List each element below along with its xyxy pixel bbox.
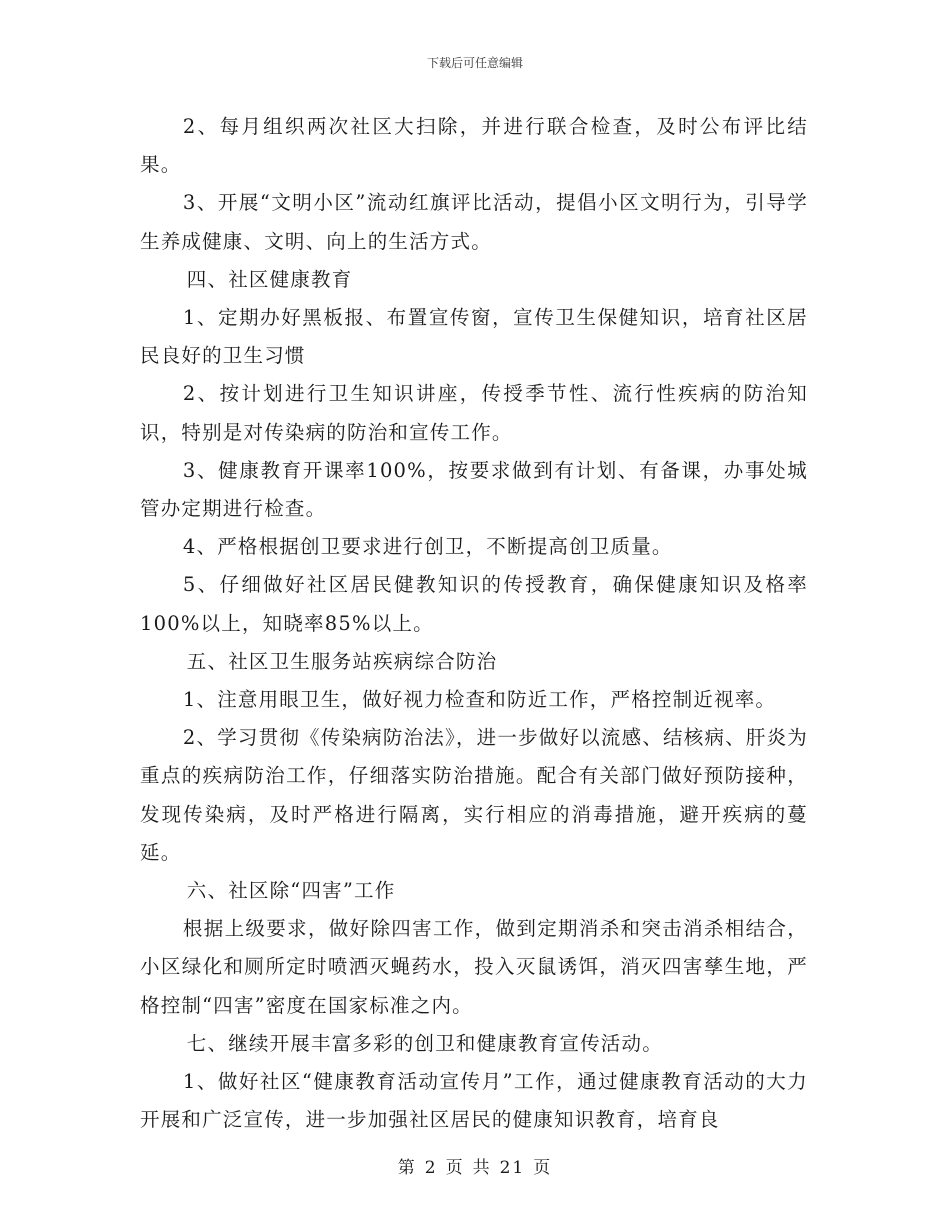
paragraph: 2、每月组织两次社区大扫除，并进行联合检查，及时公布评比结果。 xyxy=(140,115,808,177)
footer-suffix: 页 xyxy=(533,1158,553,1178)
section-heading: 五、社区卫生服务站疾病综合防治 xyxy=(186,649,498,673)
section-heading: 七、继续开展丰富多彩的创卫和健康教育宣传活动。 xyxy=(186,1031,663,1055)
footer-page-number: 2 xyxy=(424,1158,438,1178)
section-heading: 六、社区除“四害”工作 xyxy=(186,879,396,903)
paragraph: 1、做好社区“健康教育活动宣传月”工作，通过健康教育活动的大力开展和广泛宣传，进一步加强社区居民的健康知识教育，培育良 xyxy=(140,1070,808,1132)
footer-prefix: 第 xyxy=(397,1158,417,1178)
document-body xyxy=(140,108,808,1139)
paragraph: 4、严格根据创卫要求进行创卫，不断提高创卫质量。 xyxy=(182,535,673,559)
paragraph: 3、开展“文明小区”流动红旗评比活动，提倡小区文明行为，引导学生养成健康、文明、向上的生活方式。 xyxy=(140,191,808,253)
paragraph: 3、健康教育开课率100%，按要求做到有计划、有备课，办事处城管办定期进行检查。 xyxy=(140,458,808,521)
page-footer xyxy=(0,1153,950,1178)
paragraph: 1、注意用眼卫生，做好视力检查和防近工作，严格控制近视率。 xyxy=(182,688,777,712)
section-heading: 四、社区健康教育 xyxy=(186,267,353,291)
paragraph: 5、仔细做好社区居民健教知识的传授教育，确保健康知识及格率100%以上，知晓率85%以上。 xyxy=(140,573,808,635)
footer-page-label: 页 xyxy=(445,1158,465,1178)
paragraph: 2、学习贯彻《传染病防治法》，进一步做好以流感、结核病、肝炎为重点的疾病防治工作，仔细落实防治措施。配合有关部门做好预防接种，发现传染病，及时严格进行隔离，实行相应的消毒措施，避开疾病的蔓延。 xyxy=(140,726,808,864)
paragraph: 1、定期办好黑板报、布置宣传窗，宣传卫生保健知识，培育社区居民良好的卫生习惯 xyxy=(140,306,808,368)
paragraph: 2、按计划进行卫生知识讲座，传授季节性、流行性疾病的防治知识，特别是对传染病的防治和宣传工作。 xyxy=(140,382,808,444)
footer-total-label: 共 xyxy=(472,1158,492,1178)
paragraph: 根据上级要求，做好除四害工作，做到定期消杀和突击消杀相结合，小区绿化和厕所定时喷洒灭蝇药水，投入灭鼠诱饵，消灭四害孳生地，严格控制“四害”密度在国家标准之内。 xyxy=(140,917,808,1017)
footer-total-pages: 21 xyxy=(499,1158,526,1178)
page-header: 下载后可任意编辑 xyxy=(426,56,523,70)
